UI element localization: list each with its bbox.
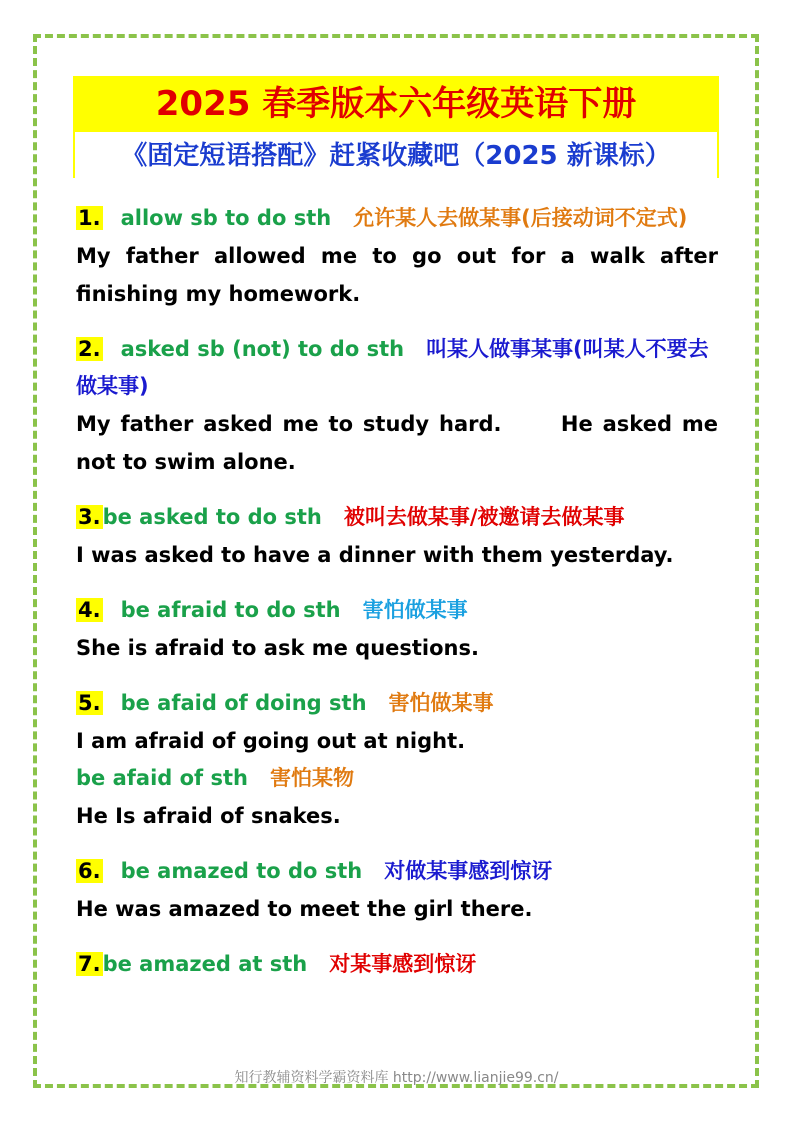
list-item: [76, 853, 718, 928]
page-title: 2025 春季版本六年级英语下册: [155, 84, 637, 124]
entry-example: He was amazed to meet the girl there.: [76, 897, 533, 921]
entry-meaning: 对做某事感到惊讶: [384, 859, 553, 883]
list-item: [76, 331, 726, 481]
entry-sub-head: [76, 760, 718, 797]
entry-head: [76, 200, 718, 237]
entry-number: 5.: [78, 691, 101, 715]
entry-meaning: 害怕做某事: [362, 598, 468, 622]
list-item: [76, 946, 718, 983]
entry-sub-meaning: 害怕某物: [269, 766, 354, 790]
entry-phrase: be asked to do sth: [102, 505, 322, 529]
entry-sub-phrase: be afaid of sth: [76, 766, 248, 790]
entry-head: [76, 685, 718, 722]
entry-number: 7.: [78, 952, 101, 976]
list-item: [76, 499, 718, 574]
footer-watermark: 知行教辅资料学霸资料库 http://www.lianjie99.cn/: [234, 1070, 559, 1086]
entry-phrase: be amazed to do sth: [120, 859, 363, 883]
list-item: [76, 685, 718, 835]
entry-meaning: 对某事感到惊讶: [329, 952, 477, 976]
entry-phrase: be amazed at sth: [102, 952, 308, 976]
entry-meaning: 害怕做某事: [388, 691, 494, 715]
list-item: [76, 592, 718, 667]
entry-number: 2.: [78, 337, 101, 361]
entry-example: She is afraid to ask me questions.: [76, 636, 479, 660]
list-item: [76, 200, 718, 313]
entry-number: 3.: [78, 505, 101, 529]
entry-head: [76, 592, 718, 629]
entry-example: My father allowed me to go out for a walk after finishing my homework.: [76, 244, 718, 306]
entry-number: 1.: [78, 206, 101, 230]
entry-head: [76, 946, 718, 983]
entry-number: 4.: [78, 598, 101, 622]
entry-meaning: 被叫去做某事/被邀请去做某事: [343, 505, 625, 529]
page-subtitle: 《固定短语搭配》赶紧收藏吧（2025 新课标）: [121, 141, 671, 171]
entry-head: [76, 499, 718, 536]
entry-sub-example: He Is afraid of snakes.: [76, 804, 341, 828]
entry-head: [76, 331, 718, 405]
entry-phrase: be afaid of doing sth: [120, 691, 367, 715]
entry-example: I am afraid of going out at night.: [76, 729, 466, 753]
phrase-list: [76, 200, 726, 1001]
entry-phrase: asked sb (not) to do sth: [120, 337, 405, 361]
entry-phrase: be afraid to do sth: [120, 598, 341, 622]
entry-head: [76, 853, 718, 890]
entry-example: My father asked me to study hard. He asked me not to swim alone.: [76, 412, 726, 474]
entry-meaning: 允许某人去做某事(后接动词不定式): [353, 206, 688, 230]
entry-phrase: allow sb to do sth: [120, 206, 332, 230]
entry-meaning: 叫某人做事某事(叫某人不要去做某事): [76, 337, 709, 398]
entry-example: I was asked to have a dinner with them yesterday.: [76, 543, 674, 567]
entry-number: 6.: [78, 859, 101, 883]
